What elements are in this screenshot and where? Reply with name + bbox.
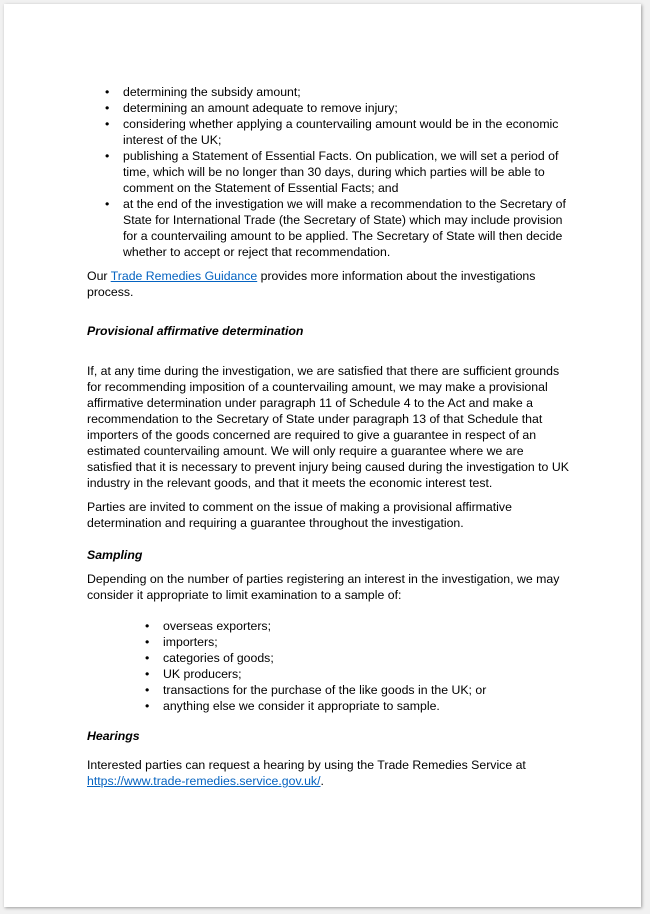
list-item: • at the end of the investigation we will make a recommendation to the Secretary of State for International Trade (the Secretary of State) which may include provision for a countervailing amount to be applied. The Secretary of State will then decide whether to accept or reject that recommendation. (87, 196, 572, 260)
hearings-suffix: . (320, 774, 324, 788)
investigation-steps-list (87, 84, 572, 260)
provisional-comment-paragraph: Parties are invited to comment on the issue of making a provisional affirmative determination and requiring a guarantee throughout the investigation. (87, 500, 512, 530)
list-item: • anything else we consider it appropriate to sample. (127, 698, 572, 714)
list-item: • considering whether applying a countervailing amount would be in the economic interest of the UK; (87, 116, 572, 148)
guidance-paragraph (87, 268, 572, 300)
list-item: • importers; (127, 634, 572, 650)
list-item: • publishing a Statement of Essential Facts. On publication, we will set a period of time, which will be no longer than 30 days, during which parties will be able to comment on the Statement of Essential Facts; and (87, 148, 572, 196)
guidance-prefix: Our (87, 269, 111, 283)
list-item: • determining an amount adequate to remove injury; (87, 100, 572, 116)
provisional-heading: Provisional affirmative determination (87, 324, 304, 338)
sampling-list (127, 618, 572, 714)
hearings-heading: Hearings (87, 729, 140, 743)
page-content (87, 84, 572, 789)
list-item: • UK producers; (127, 666, 572, 682)
hearings-paragraph (87, 757, 572, 789)
sampling-intro: Depending on the number of parties registering an interest in the investigation, we may consider it appropriate to limit examination to a sample of: (87, 572, 560, 602)
hearings-text: Interested parties can request a hearing by using the Trade Remedies Service at (87, 758, 526, 772)
provisional-paragraph: If, at any time during the investigation, we are satisfied that there are sufficient grounds for recommending imposition of a countervailing amount, we may make a provisional affirmative determination under paragraph 11 of Schedule 4 to the Act and make a recommendation to the Secretary of State under paragraph 13 of that Schedule that importers of the goods concerned are required to give a guarantee in respect of an estimated countervailing amount. We will only require a guarantee where we are satisfied that it is necessary to prevent injury being caused during the investigation to UK industry in the relevant goods, and that it meets the economic interest test. (87, 364, 569, 490)
list-item: • categories of goods; (127, 650, 572, 666)
list-item: • transactions for the purchase of the like goods in the UK; or (127, 682, 572, 698)
list-item: • overseas exporters; (127, 618, 572, 634)
trade-remedies-guidance-link[interactable]: Trade Remedies Guidance (110, 269, 258, 283)
list-item: • determining the subsidy amount; (87, 84, 572, 100)
guidance-suffix: provides more information about the investigations process. (87, 269, 536, 299)
trade-remedies-service-link[interactable]: https://www.trade-remedies.service.gov.uk/ (87, 774, 321, 788)
sampling-heading: Sampling (87, 548, 143, 562)
document-page (4, 4, 641, 907)
